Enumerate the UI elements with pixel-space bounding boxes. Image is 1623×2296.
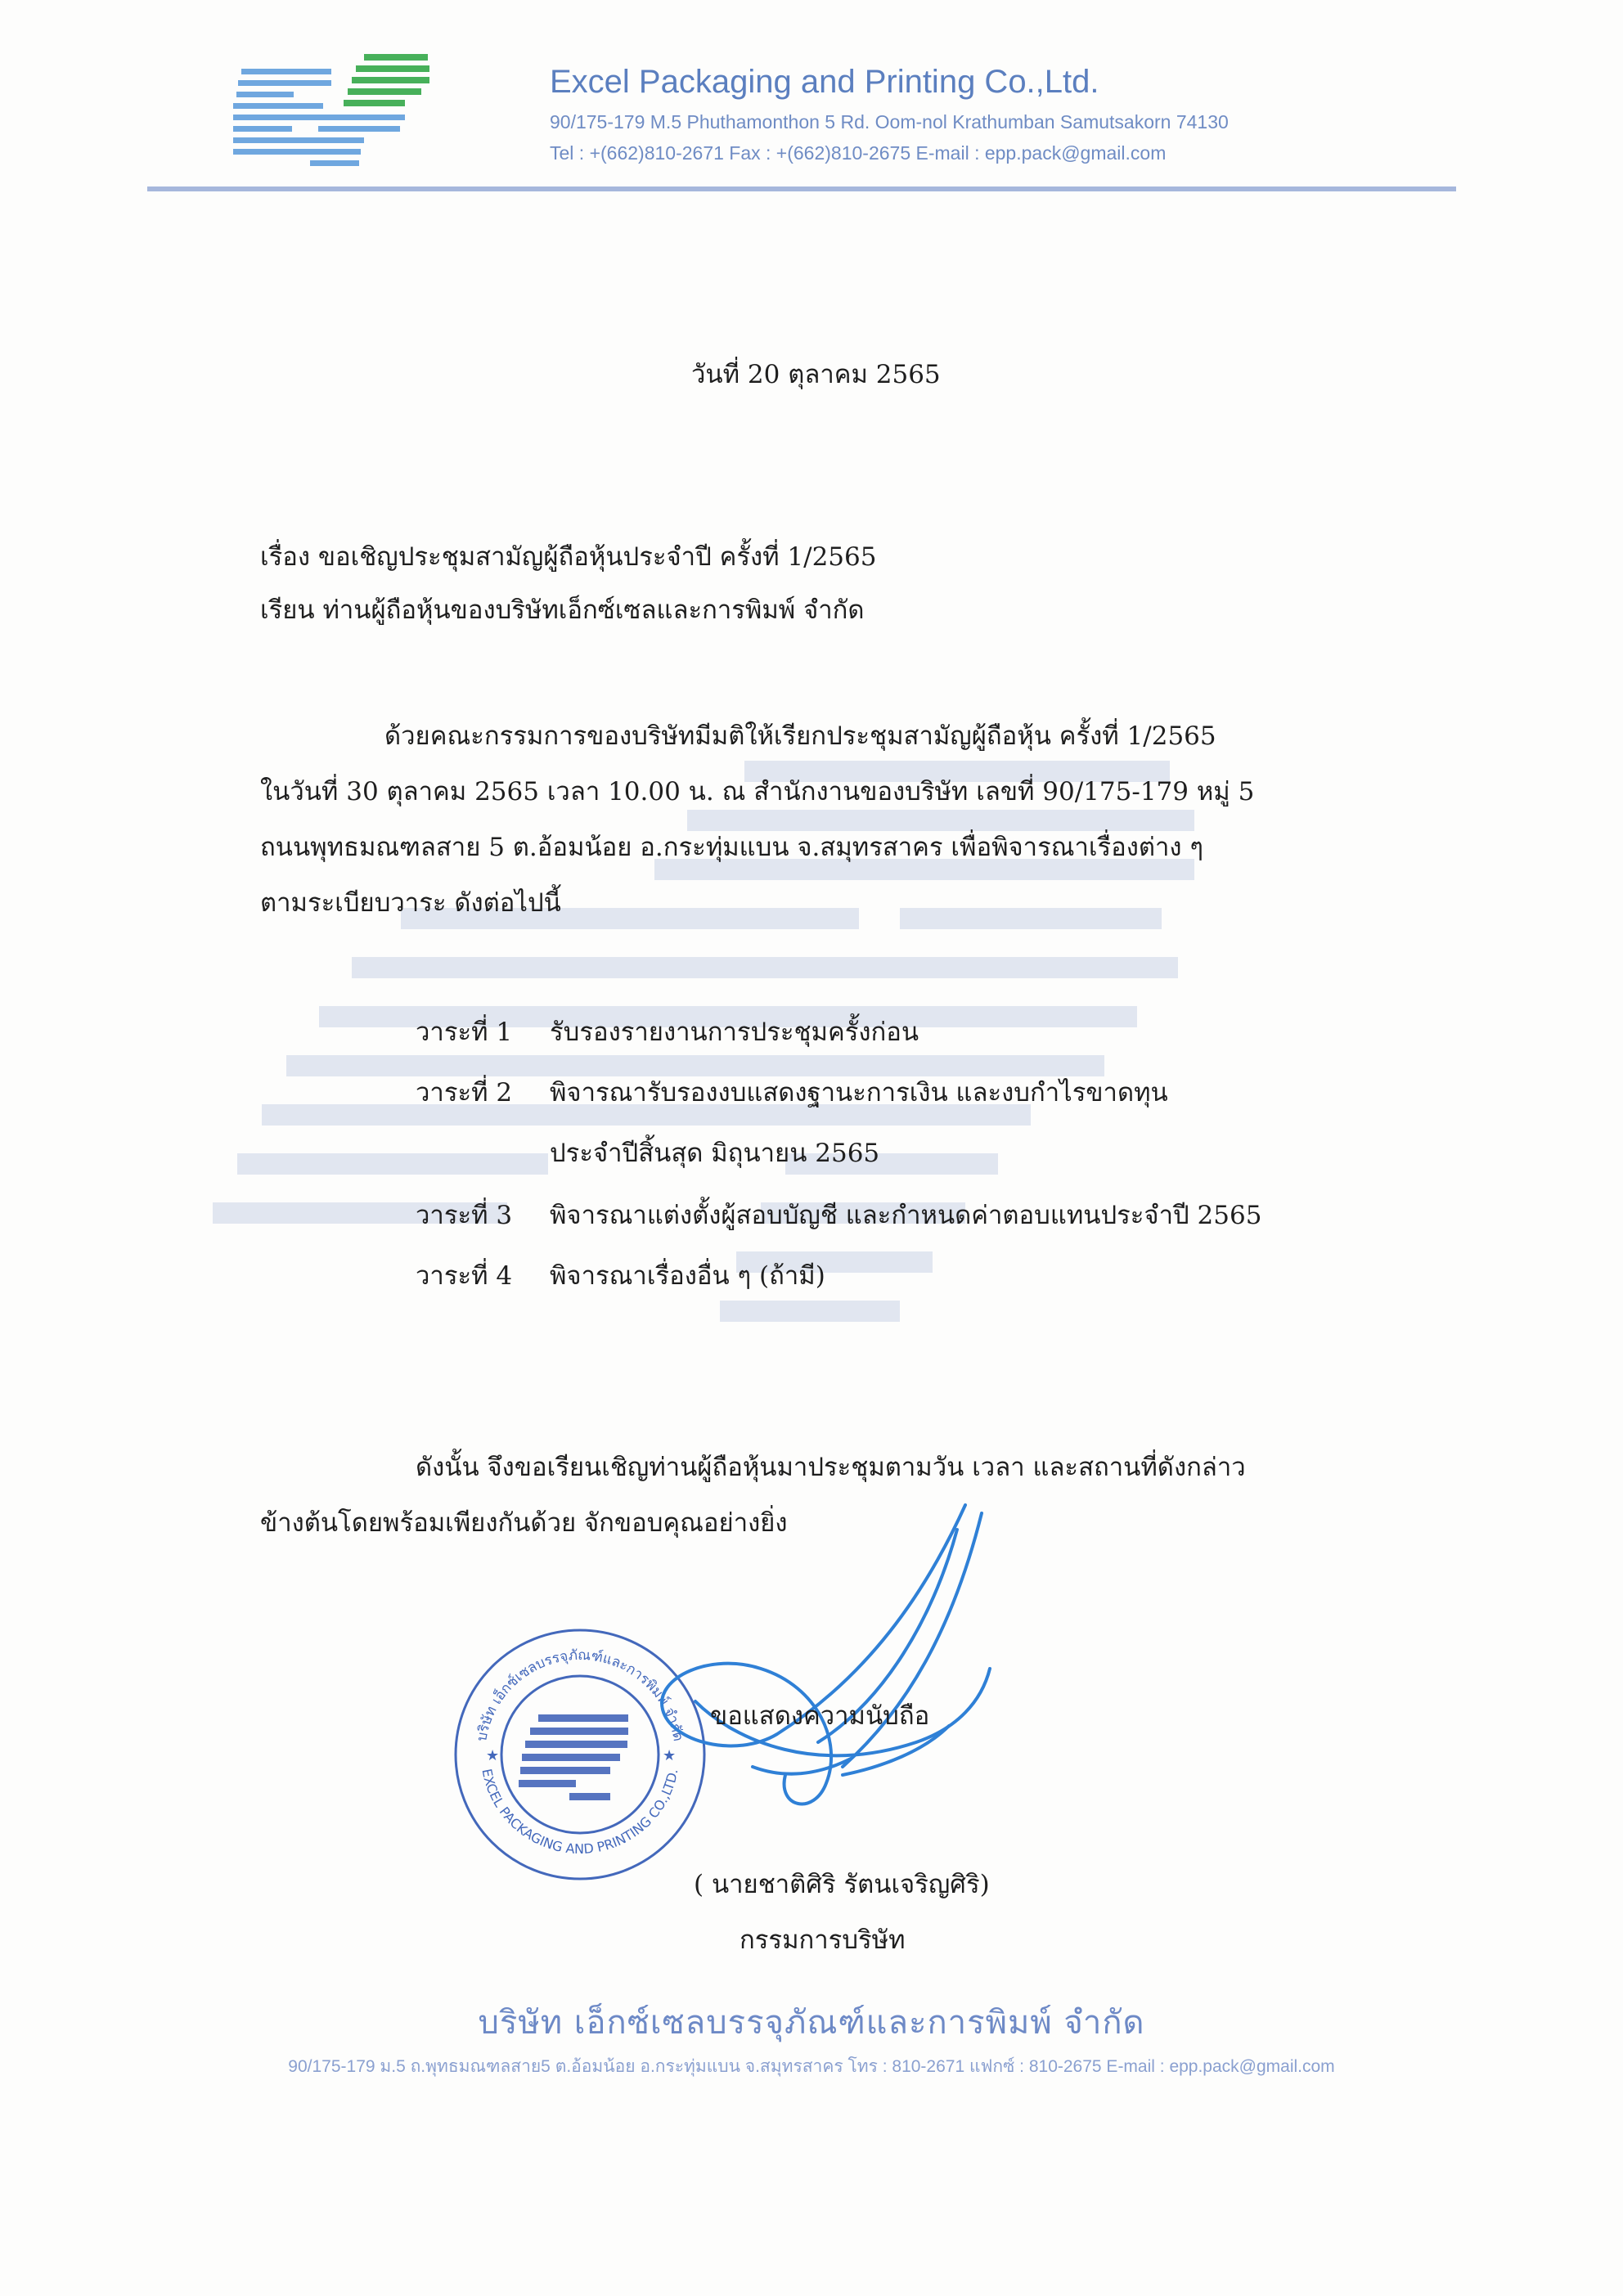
intro-line: ด้วยคณะกรรมการของบริษัทมีมติให้เรียกประชุมสามัญผู้ถือหุ้น ครั้งที่ 1/2565 [384, 721, 1216, 751]
agenda-text: พิจารณารับรองงบแสดงฐานะการเงิน และงบกำไรขาดทุน [550, 1078, 1168, 1108]
intro-line: ตามระเบียบวาระ ดังต่อไปนี้ [260, 888, 561, 918]
handwritten-signature [573, 1497, 1031, 1889]
svg-text:★: ★ [663, 1747, 677, 1764]
signer-title: กรรมการบริษัท [740, 1925, 906, 1955]
svg-text:★: ★ [486, 1747, 500, 1764]
agenda-label: วาระที่ 1 [416, 1018, 513, 1047]
intro-line: ในวันที่ 30 ตุลาคม 2565 เวลา 10.00 น. ณ สำนักงานของบริษัท เลขที่ 90/175-179 หมู่ 5 [260, 777, 1255, 807]
letter-recipient: เรียน ท่านผู้ถือหุ้นของบริษัทเอ็กซ์เซลและการพิมพ์ จำกัด [260, 595, 865, 625]
logo-green-p [344, 54, 429, 106]
agenda-label: วาระที่ 3 [416, 1201, 513, 1230]
footer-address: 90/175-179 ม.5 ถ.พุทธมณฑลสาย5 ต.อ้อมน้อย อ.กระทุ่มแบน จ.สมุทรสาคร โทร : 810-2671 แฟกซ์ : 810-2675 E-mail : epp.pack@gmail.com [288, 2057, 1335, 2076]
closing-line: ดังนั้น จึงขอเรียนเชิญท่านผู้ถือหุ้นมาประชุมตามวัน เวลา และสถานที่ดังกล่าว [416, 1453, 1246, 1482]
letter-subject: เรื่อง ขอเชิญประชุมสามัญผู้ถือหุ้นประจำปี ครั้งที่ 1/2565 [260, 542, 877, 572]
company-contact: Tel : +(662)810-2671 Fax : +(662)810-2675 E-mail : epp.pack@gmail.com [550, 142, 1167, 164]
company-logo [233, 47, 429, 170]
agenda-label: วาระที่ 2 [416, 1078, 513, 1108]
company-address: 90/175-179 M.5 Phuthamonthon 5 Rd. Oom-nol Krathumban Samutsakorn 74130 [550, 111, 1229, 133]
closing-line: ข้างต้นโดยพร้อมเพียงกันด้วย จักขอบคุณอย่างยิ่ง [260, 1508, 788, 1538]
regards-text: ขอแสดงความนับถือ [710, 1701, 930, 1731]
company-name: Excel Packaging and Printing Co.,Ltd. [550, 64, 1099, 100]
agenda-label: วาระที่ 4 [416, 1261, 513, 1291]
signer-name: ( นายชาติศิริ รัตนเจริญศิริ) [694, 1870, 990, 1899]
agenda-text: รับรองรายงานการประชุมครั้งก่อน [550, 1018, 919, 1047]
agenda-text: ประจำปีสิ้นสุด มิถุนายน 2565 [550, 1139, 880, 1168]
seal-text-bottom: EXCEL PACKAGING AND PRINTING CO.,LTD. [479, 1767, 681, 1857]
agenda-text: พิจารณาแต่งตั้งผู้สอบบัญชี และกำหนดค่าตอบแทนประจำปี 2565 [550, 1201, 1262, 1230]
letter-date: วันที่ 20 ตุลาคม 2565 [691, 360, 941, 389]
footer-company-name: บริษัท เอ็กซ์เซลบรรจุภัณฑ์และการพิมพ์ จำกัด [478, 2004, 1145, 2042]
agenda-text: พิจารณาเรื่องอื่น ๆ (ถ้ามี) [550, 1261, 825, 1291]
intro-line: ถนนพุทธมณฑลสาย 5 ต.อ้อมน้อย อ.กระทุ่มแบน จ.สมุทรสาคร เพื่อพิจารณาเรื่องต่าง ๆ [260, 833, 1204, 862]
seal-text-top: บริษัท เอ็กซ์เซลบรรจุภัณฑ์และการพิมพ์ จำกัด [474, 1647, 686, 1743]
header-divider [147, 186, 1456, 191]
